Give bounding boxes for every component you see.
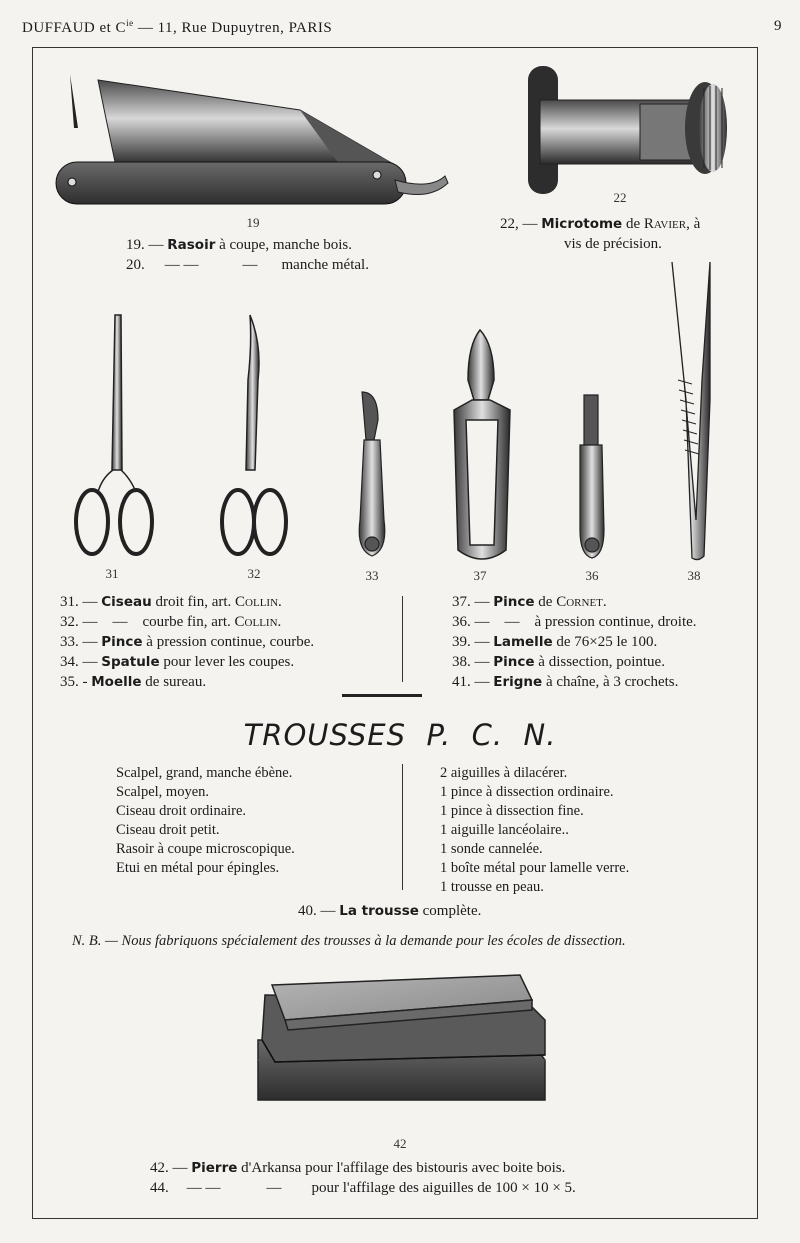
- list-item: 32. — — courbe fin, art. Collin.: [60, 614, 282, 630]
- pince-cornet-illustration: [454, 330, 510, 559]
- list-item: Etui en métal pour épingles.: [116, 860, 280, 876]
- list-item: 39. — Lamelle de 76×25 le 100.: [452, 634, 658, 650]
- microtome-line-1: 22, — Microtome de Ravier, à: [500, 216, 701, 232]
- stone-line-42: 42. — Pierre d'Arkansa pour l'affilage des bistouris avec boite bois.: [150, 1160, 566, 1176]
- list-item: Scalpel, moyen.: [116, 784, 210, 800]
- items-list-right: [452, 592, 697, 692]
- forceps-straight-illustration: [580, 395, 604, 558]
- forceps-curved-illustration: [359, 392, 385, 556]
- column-divider: [402, 596, 403, 682]
- items-list-left: [60, 592, 314, 692]
- list-item: 1 pince à dissection fine.: [440, 803, 584, 819]
- figure-number-31: 31: [105, 566, 119, 581]
- microtome-illustration: [528, 66, 727, 194]
- figure-number-36: 36: [585, 568, 599, 583]
- list-item: Ciseau droit petit.: [116, 822, 220, 838]
- figure-number-42: 42: [393, 1136, 407, 1151]
- scissors-straight-illustration: [76, 315, 152, 554]
- list-item: 1 pince à dissection ordinaire.: [440, 784, 614, 800]
- list-item: 35. - Moelle de sureau.: [60, 674, 207, 690]
- list-item: 36. — — à pression continue, droite.: [452, 614, 697, 630]
- header-address: — 11, Rue Dupuytren, PARIS: [133, 20, 333, 36]
- page-number: 9: [774, 18, 782, 34]
- list-item: 34. — Spatule pour lever les coupes.: [60, 654, 295, 670]
- tweezers-illustration: [672, 262, 710, 560]
- list-item: 41. — Erigne à chaîne, à 3 crochets.: [452, 674, 679, 690]
- stone-caption: [150, 1158, 576, 1198]
- header-title: DUFFAUD et C: [22, 20, 127, 36]
- list-item: 37. — Pince de Cornet.: [452, 594, 607, 610]
- trousses-title: TROUSSES P. C. N.: [243, 718, 557, 752]
- microtome-caption: [500, 214, 700, 254]
- razor-illustration: [56, 74, 448, 204]
- razor-line-20: 20. — — — manche métal.: [126, 257, 369, 273]
- list-item: 31. — Ciseau droit fin, art. Collin.: [60, 594, 282, 610]
- razor-caption: [126, 235, 369, 275]
- figure-number-22: 22: [613, 190, 627, 205]
- trousses-list-left: [116, 764, 295, 878]
- stone-line-44: 44. — — — pour l'affilage des aiguilles de 100 × 10 × 5.: [150, 1180, 576, 1196]
- razor-line-19: 19. — Rasoir à coupe, manche bois.: [126, 237, 352, 253]
- list-item: 1 aiguille lancéolaire..: [440, 822, 569, 838]
- trousses-list-right: [440, 764, 629, 897]
- trousse-item-40: 40. — La trousse complète.: [298, 903, 482, 919]
- list-item: 1 trousse en peau.: [440, 879, 544, 895]
- list-item: 38. — Pince à dissection, pointue.: [452, 654, 665, 670]
- figure-number-32: 32: [247, 566, 261, 581]
- list-item: 1 boîte métal pour lamelle verre.: [440, 860, 630, 876]
- microtome-line-2: vis de précision.: [564, 236, 662, 252]
- list-item: Ciseau droit ordinaire.: [116, 803, 247, 819]
- list-item: 1 sonde cannelée.: [440, 841, 543, 857]
- list-item: 2 aiguilles à dilacérer.: [440, 765, 568, 781]
- scissors-curved-illustration: [222, 315, 286, 554]
- figure-number-19: 19: [246, 215, 260, 230]
- separator-rule: [342, 694, 422, 697]
- figure-number-37: 37: [473, 568, 487, 583]
- header-superscript: ie: [126, 18, 134, 28]
- list-item: 33. — Pince à pression continue, courbe.: [60, 634, 315, 650]
- list-item: Scalpel, grand, manche ébène.: [116, 765, 293, 781]
- sharpening-stone-illustration: [258, 975, 545, 1100]
- trousses-divider: [402, 764, 403, 890]
- list-item: Rasoir à coupe microscopique.: [116, 841, 295, 857]
- nb-note: N. B. — Nous fabriquons spécialement des trousses à la demande pour les écoles de dissection.: [72, 933, 626, 949]
- figure-number-38: 38: [687, 568, 701, 583]
- figure-number-33: 33: [365, 568, 379, 583]
